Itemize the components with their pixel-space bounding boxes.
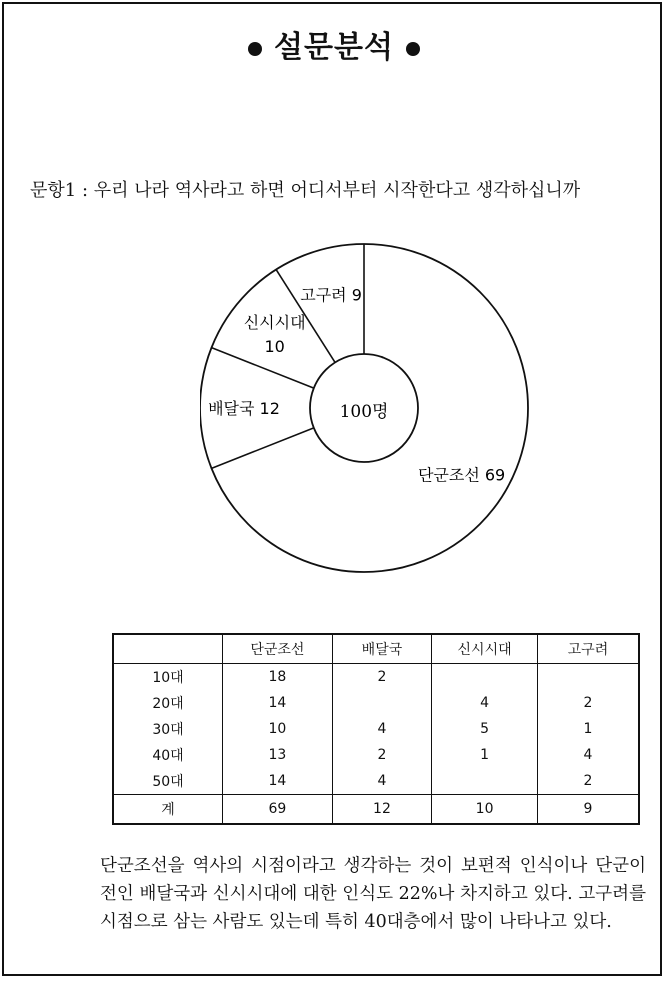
header-cell-baedal: 배달국: [332, 634, 432, 664]
row-label: 10대: [113, 664, 223, 691]
table-cell: 10: [223, 716, 333, 742]
header-cell-goguryeo: 고구려: [537, 634, 639, 664]
slice-label: 배달국 12: [208, 399, 280, 418]
slice-label: 고구려 9: [300, 285, 362, 305]
table-cell: 4: [332, 768, 432, 795]
table-cell: 1: [537, 716, 639, 742]
table-cell: [432, 664, 538, 691]
table-row: [113, 664, 639, 691]
row-label: 30대: [113, 716, 223, 742]
table-cell: 1: [432, 742, 538, 768]
table-row: [113, 690, 639, 716]
table-cell: 13: [223, 742, 333, 768]
table-cell: 14: [223, 768, 333, 795]
row-label: 20대: [113, 690, 223, 716]
row-label: 50대: [113, 768, 223, 795]
table-row: [113, 742, 639, 768]
table-cell: [432, 768, 538, 795]
header-cell-dangun: 단군조선: [223, 634, 333, 664]
table-row: [113, 768, 639, 795]
table-row: [113, 716, 639, 742]
row-label: 40대: [113, 742, 223, 768]
table-cell: [537, 664, 639, 691]
table-cell: 2: [332, 742, 432, 768]
total-cell: 10: [432, 795, 538, 825]
slice-label: 단군조선 69: [417, 465, 506, 485]
pie-center-label: 100명: [339, 402, 389, 422]
total-cell: 69: [223, 795, 333, 825]
table-cell: 2: [332, 664, 432, 691]
donut-pie-chart: [200, 236, 530, 581]
header-cell-sinsi: 신시시대: [432, 634, 538, 664]
total-cell: 12: [332, 795, 432, 825]
left-bullet-icon: [248, 42, 262, 56]
table-cell: 4: [332, 716, 432, 742]
table-cell: 18: [223, 664, 333, 691]
table-cell: 2: [537, 768, 639, 795]
table-cell: [332, 690, 432, 716]
total-cell: 9: [537, 795, 639, 825]
response-table: [112, 633, 640, 825]
question-text: 문항1 : 우리 나라 역사라고 하면 어디서부터 시작한다고 생각하십니까: [30, 180, 581, 201]
table-total-row: [113, 795, 639, 825]
table-cell: 5: [432, 716, 538, 742]
section-title: 설문분석: [274, 30, 394, 65]
table-cell: 2: [537, 690, 639, 716]
table-cell: 14: [223, 690, 333, 716]
right-bullet-icon: [406, 42, 420, 56]
table-cell: 4: [537, 742, 639, 768]
slice-label: 신시시대 10: [243, 313, 306, 357]
table-header-row: [113, 634, 639, 664]
header-cell-blank: [113, 634, 223, 664]
summary-paragraph: 단군조선을 역사의 시점이라고 생각하는 것이 보편적 인식이나 단군이전인 배달국과 신시시대에 대한 인식도 22%나 차지하고 있다. 고구려를 시점으로 삼는 사람도 있는데 특히 40대층에서 많이 나타나고 있다.: [100, 856, 646, 932]
total-label: 계: [113, 795, 223, 825]
section-header: [0, 22, 668, 66]
table-cell: 4: [432, 690, 538, 716]
